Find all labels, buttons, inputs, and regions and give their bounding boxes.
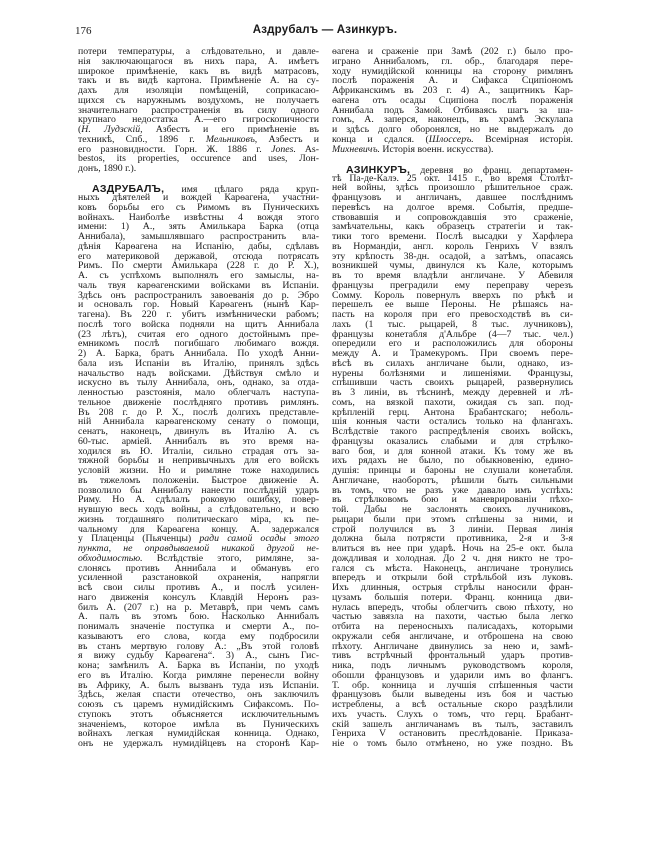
- text-line: А. палъ въ этомъ бою. Насколько Аннибалъ: [78, 611, 319, 623]
- text-line: Вслѣдствіе такого распредѣленія своихъ войскъ,: [332, 426, 573, 437]
- text-line: тяжной борьбы и непривычныхъ для его войскъ: [78, 455, 319, 467]
- text-line: въ Нормандіи, англ. король Генрихъ V взялъ: [332, 240, 573, 252]
- italic-text: обходимостью.: [78, 552, 143, 564]
- text-line: опередили его и расположились для обороны: [332, 338, 573, 350]
- text-line: пасть на короля при его превосходствѣ въ си-: [332, 309, 573, 320]
- text-line: ихъ рядахъ не было, по обыкновенію, едино-: [332, 455, 573, 467]
- text-line: потери температуры, а слѣдовательно, и давле-: [78, 46, 319, 57]
- text-segment: Азбестъ и его примѣненіе въ: [142, 124, 319, 135]
- text-line: шія конныя части остались только на флангахъ.: [332, 416, 573, 428]
- text-line: цузамъ большія потери. Франц. конница дви-: [332, 591, 573, 603]
- text-line: частью завязла на пахоти, частью была легко: [332, 611, 573, 623]
- entry-headword: АЗДРУБАЛЪ,: [92, 183, 165, 196]
- text-line: тивъ встрѣчный фронтальный ударъ против-: [332, 650, 573, 662]
- text-line: ника, подъ личнымъ руководствомъ короля,: [332, 660, 573, 671]
- text-line: кона; замѣнилъ А. Барка въ Испаніи, по уходѣ: [78, 660, 319, 671]
- text-line: емникомъ послѣ погибшаго любимаго вождя.: [78, 338, 319, 350]
- text-line: 60-тыс. арміей. Аннибалъ въ это время на-: [78, 435, 319, 447]
- text-line: билъ А. (207 г.) на р. Метаврѣ, при чемъ самъ: [78, 601, 319, 613]
- text-segment: конца и сдался. (: [332, 133, 429, 145]
- text-line: дахъ для изоляціи помѣщеній, соприкасаю-: [78, 85, 319, 96]
- text-line: Англичане, наоборотъ, рѣшили быть сильными: [332, 474, 573, 486]
- text-line: Аннибала), замышлявшаго распространить вла-: [78, 231, 319, 242]
- text-line: сенатъ, наконецъ, двинулъ въ Италію А. съ: [78, 426, 319, 437]
- text-line: скій зашелъ англичанамъ въ тылъ, заставилъ: [332, 718, 573, 730]
- text-line: Сомму. Король повернулъ вверхъ по рѣкѣ и: [332, 289, 573, 301]
- text-line: я вижу судьбу Карѳагена“. 3) А., сынъ Гис-: [78, 650, 319, 662]
- text-line: играно Аннибаломъ, гл. обр., благодаря пере-: [332, 55, 573, 67]
- text-line: въ то время владѣли англичане. У Абевиля: [332, 270, 573, 281]
- text-line: гался съ мѣста. Наконецъ, англичане тронулись: [332, 562, 573, 574]
- text-line: ваго боя, и для конной атаки. Къ тому же въ: [332, 445, 573, 457]
- text-segment: техникѣ, Спб., 1896 г.: [78, 133, 206, 145]
- text-line: дождливая и холодная. До 2 ч. дня никто не тро-: [332, 552, 573, 564]
- italic-text: Михневичъ.: [332, 143, 380, 155]
- text-line: и здѣсь долго оборонялся, но не выдержалъ до: [332, 124, 573, 135]
- text-line: и основалъ гор. Новый Карѳагенъ (нынѣ Кар-: [78, 299, 319, 311]
- text-line: Римъ. По смерти Амилькара (228 г. до Р. Х.),: [78, 260, 319, 272]
- italic-text: ради самой осады этого: [199, 533, 319, 545]
- text-line: сомъ, на вязкой пахоти, ожидая съ зап. под-: [332, 396, 573, 408]
- text-line: влиться въ нее при ударѣ. Ночь на 25-е окт. была: [332, 543, 573, 554]
- text-segment: Азбестъ и: [257, 133, 319, 145]
- text-line: щихся съ наружнымъ воздухомъ, не получаетъ: [78, 94, 319, 106]
- page-number: 176: [75, 25, 92, 37]
- text-line: французы преградили ему переправу черезъ: [332, 279, 573, 291]
- text-line: замѣчательны, какъ образецъ стратегіи и так-: [332, 221, 573, 233]
- text-line: въ томъ, что не разъ уже давало имъ успѣхъ:: [332, 484, 573, 496]
- text-line: должна была потрясти противника, 2-я и 3-я: [332, 533, 573, 545]
- text-line: ствовавшія и сопровождавшія это сраженіе,: [332, 211, 573, 223]
- text-line: значительнаго распространенія въ силу одного: [78, 104, 319, 116]
- text-line: гомъ, А. заперся, наконецъ, въ храмѣ Эскулапа: [332, 114, 573, 126]
- text-line: ныхъ дѣятелей и вождей Карѳагена, участни-: [78, 192, 319, 203]
- text-line: нулась впередъ, чтобы облегчить свою пѣхоту, но: [332, 601, 573, 613]
- text-line: искусно въ тылу Аннибала, онъ, однако, за отда-: [78, 377, 319, 389]
- text-line: условій жизни. Но и римляне тоже находились: [78, 465, 319, 476]
- text-line: ніе о томъ было отмѣнено, но уже поздно. Въ: [332, 738, 573, 749]
- text-line: впередъ и открыли бой стрѣльбой изъ луковъ.: [332, 572, 573, 584]
- text-line: такъ и въ видѣ картона. Примѣненіе А. на су-: [78, 75, 319, 87]
- text-line: нувшую весь ходъ войны, а слѣдовательно, и всю: [78, 504, 319, 515]
- text-line: бала изъ Испаніи въ Италію, принялъ здѣсь: [78, 357, 319, 369]
- text-line: французы оказались слабыми и для стрѣлко-: [332, 435, 573, 447]
- text-line: эту крѣпость 38-дн. осадой, а затѣмъ, опасаясь: [332, 250, 573, 262]
- italic-text: Jones.: [271, 143, 296, 155]
- text-line: ней войны, здѣсь произошло рѣшительное сраж.: [332, 182, 573, 194]
- text-line: ѳагена отъ осады Сципіона послѣ пораженія: [332, 94, 573, 106]
- text-column-right: [332, 47, 573, 758]
- italic-text: Шлоссеръ.: [428, 133, 474, 145]
- text-line: Здѣсь, желая спасти отечество, онъ заключилъ: [78, 689, 319, 701]
- text-line: окружали себя англичане, и отброшена на свою: [332, 630, 573, 642]
- text-line: между А. и Трамекуромъ. При своемъ пере-: [332, 348, 573, 359]
- text-line: Ихъ длинныя, острыя стрѣлы наносили фран-: [332, 582, 573, 593]
- text-line: Здѣсь онъ распространилъ завоеванія до р. Эбро: [78, 289, 319, 301]
- text-line: истреблены, а всѣ остальные скоро раздѣлили: [332, 699, 573, 710]
- text-line: [332, 145, 573, 155]
- text-line: перевѣсъ на долгое время. Событія, предше-: [332, 201, 573, 213]
- text-line: донъ, 1890 г.).: [78, 163, 137, 174]
- text-line: въ тяжеломъ положеніи. Быстрое движеніе А.: [78, 474, 319, 486]
- text-line: пѣхоту. Англичане двинулись за нею и, замѣ-: [332, 640, 573, 652]
- text-line: Въ 208 г. до Р. Х., послѣ долгихъ представле-: [78, 406, 319, 418]
- text-line: той. Дабы не заслонять своихъ лучниковъ,: [332, 504, 573, 515]
- text-column-left: [78, 47, 319, 758]
- text-line: казываютъ его слова, когда ему подбросили: [78, 630, 319, 642]
- italic-text: Н. Лудзскій,: [81, 124, 143, 135]
- text-line: ній Аннибала карѳагенскому сенату о помощи,: [78, 416, 319, 428]
- text-line: рыцари были при этомъ спѣшены за ними, и: [332, 513, 573, 525]
- text-line: усиленной разстановкой охраненія, напрягли: [78, 572, 319, 584]
- text-line: bestos, its properties, occurence and uses, Лон-: [78, 153, 319, 165]
- article-paragraph: [78, 47, 319, 174]
- text-line: дѣнія Карѳагена на Испанію, дабы, сдѣлавъ: [78, 240, 319, 252]
- text-line: широкое примѣненіе, какъ въ видѣ матрасовъ,: [78, 65, 319, 77]
- text-line: онъ не удержалъ нумидійцевъ на сторонѣ Кар-: [78, 738, 319, 749]
- text-line: вѣсѣ въ силахъ англичане были, однако, из-: [332, 357, 573, 369]
- text-segment: деревня во франц. департамен-: [410, 164, 573, 176]
- text-line: ходу нумидійской конницы на сторону римлянъ: [332, 65, 573, 77]
- text-line: слонясь противъ Аннибала и обманувъ его: [78, 562, 319, 574]
- text-line: союзъ съ царемъ нумидійскимъ Сифаксомъ. По-: [78, 699, 319, 710]
- article-paragraph: [332, 47, 573, 154]
- text-line: тики того времени. Послѣ высадки у Харфлера: [332, 231, 573, 242]
- text-line: жизнь тогдашняго политическаго міра, къ пе-: [78, 513, 319, 525]
- text-line: обошли французовъ и ударили имъ во флангъ.: [332, 669, 573, 681]
- text-line: тагена). Въ 220 г. убитъ измѣннически рабомъ;: [78, 309, 319, 320]
- text-segment: Исторія военн. искусства).: [379, 143, 494, 155]
- italic-text: Мельниковъ,: [205, 133, 258, 145]
- text-line: крупнаго недостатка А.—его гигроскопичности: [78, 114, 319, 126]
- text-line: въ 3 линіи, въ тѣснинѣ, между деревней и лѣ-: [332, 387, 573, 398]
- text-line: отбита на переносныхъ палисадахъ, которыми: [332, 621, 573, 632]
- entry-headword: АЗИНКУРЪ,: [346, 163, 411, 176]
- text-line: въ станъ мертвую голову А.: „Въ этой головѣ: [78, 640, 319, 652]
- text-line: ихъ участь. Слухъ о томъ, что герц. Брабант-: [332, 708, 573, 720]
- text-line: имени: 1) А., зять Амилькара Барка (отца: [78, 221, 319, 233]
- text-line: позволило бы Аннибалу нанести послѣдній ударъ: [78, 484, 319, 496]
- text-line: тѣ Па-де-Калэ. 25 окт. 1415 г., во время Столѣт-: [332, 172, 573, 184]
- text-line: ленностью разстоянія, мало облегчалъ наступа-: [78, 387, 319, 398]
- article-paragraph: [332, 164, 573, 749]
- text-line: крѣпленій герц. Антона Брабантскаго; неболь-: [332, 406, 573, 418]
- text-line: французовъ и англичанъ, давшее послѣднимъ: [332, 192, 573, 203]
- text-line: французовъ были выведены изъ боя и частью: [332, 689, 573, 701]
- text-line: ковъ борьбы его съ Римомъ въ Пуническихъ: [78, 201, 319, 213]
- text-line: ступокъ этотъ объясняется исключительнымъ: [78, 708, 319, 720]
- text-line: перешелъ ее выше Пероны. Не рѣшаясь на-: [332, 299, 573, 311]
- text-line: войнахъ. Наиболѣе извѣстны 4 вождя этого: [78, 211, 319, 223]
- text-line: душія: принцы и бароны не слушали конетабля.: [332, 465, 573, 476]
- text-line: французы конетабля д'Альбре (4—7 тыс. чел.): [332, 328, 573, 340]
- text-line: понималъ значеніе поступка и смерти А., по-: [78, 621, 319, 632]
- text-line: А. съ успѣхомъ выполнялъ его замыслы, на-: [78, 270, 319, 281]
- text-line: чаль твуя карѳагенскими войсками въ Испаніи.: [78, 279, 319, 291]
- text-line: начальство надъ войсками. Дѣйствуя смѣло и: [78, 367, 319, 379]
- text-line: Аннибала подъ Замой. Отбиваясь шагъ за ша-: [332, 104, 573, 116]
- article-paragraph: [78, 183, 319, 749]
- text-line: чальному для Карѳагена концу. А. задержался: [78, 523, 319, 535]
- text-segment: Вслѣдствіе этого, римляне, за-: [142, 552, 319, 564]
- text-line: лахъ (1 тыс. рыцарей, 8 тыс. лучниковъ),: [332, 318, 573, 330]
- text-line: наго движенія консулъ Клавдій Неронъ раз-: [78, 591, 319, 603]
- text-line: Генриха V остановить преслѣдованіе. Приказа-: [332, 728, 573, 740]
- text-segment: (: [78, 124, 82, 135]
- text-line: Риму. Но А. сдѣлалъ роковую ошибку, повер-: [78, 494, 319, 506]
- italic-text: пункта, не оправдываемой никакой другой не-: [78, 543, 319, 554]
- text-line: нія заключающагося въ нихъ пара, А. имѣетъ: [78, 55, 319, 67]
- text-segment: у Плаценцы (Пьяченцы): [78, 533, 200, 545]
- text-line: 2) А. Барка, братъ Аннибала. По уходѣ Анни-: [78, 348, 319, 359]
- text-line: спѣшивши часть своихъ рыцарей, развернулись: [332, 377, 573, 389]
- text-line: возникшей чумы, двинулся къ Кале, которымъ: [332, 260, 573, 272]
- text-line: всѣ свои силы противъ А., и послѣ усилен-: [78, 582, 319, 593]
- text-line: послѣ того войска подняли на щитъ Аннибала: [78, 318, 319, 330]
- text-line: войнахъ легкая нумидійская конница. Однако,: [78, 728, 319, 740]
- text-segment: его разновидности. Горн. Ж. 1886 г.: [78, 143, 272, 155]
- text-line: (23 лѣтъ), считая его одного достойнымъ пре-: [78, 328, 319, 340]
- text-line: его въ Италію. Когда римляне перенесли войну: [78, 669, 319, 681]
- text-line: послѣ пораженія А. и Сифакса Сципіономъ: [332, 75, 573, 87]
- text-line: значеніемъ, которое имѣла въ Пуническихъ: [78, 718, 319, 730]
- text-line: строй получился въ 3 линіи. Первая линія: [332, 523, 573, 535]
- text-line: Т. обр. конница и лучшія спѣшенныя части: [332, 679, 573, 691]
- text-line: ходился въ Ю. Италіи, сильно страдая отъ за-: [78, 445, 319, 457]
- text-line: тельное движеніе послѣдняго противъ римлянъ.: [78, 396, 319, 408]
- text-line: его материковой державой, отсюда потрясать: [78, 250, 319, 262]
- text-line: въ Африку, А. былъ вызванъ туда изъ Испаніи.: [78, 679, 319, 691]
- text-line: Африканскимъ въ 203 г. 4) А., защитникъ Кар-: [332, 85, 573, 96]
- text-line: въ стрѣлковомъ бою и маневрированіи пѣхо-: [332, 494, 573, 506]
- text-line: нурены болѣзнями и лишеніями. Французы,: [332, 367, 573, 379]
- running-title: Аздрубалъ — Азинкуръ.: [252, 24, 398, 36]
- text-segment: Всемірная исторія.: [473, 133, 573, 145]
- text-segment: As-: [295, 143, 320, 155]
- text-segment: имя цѣлаго ряда круп-: [164, 184, 319, 196]
- text-line: ѳагена и сраженіе при Замѣ (202 г.) было про-: [332, 46, 573, 57]
